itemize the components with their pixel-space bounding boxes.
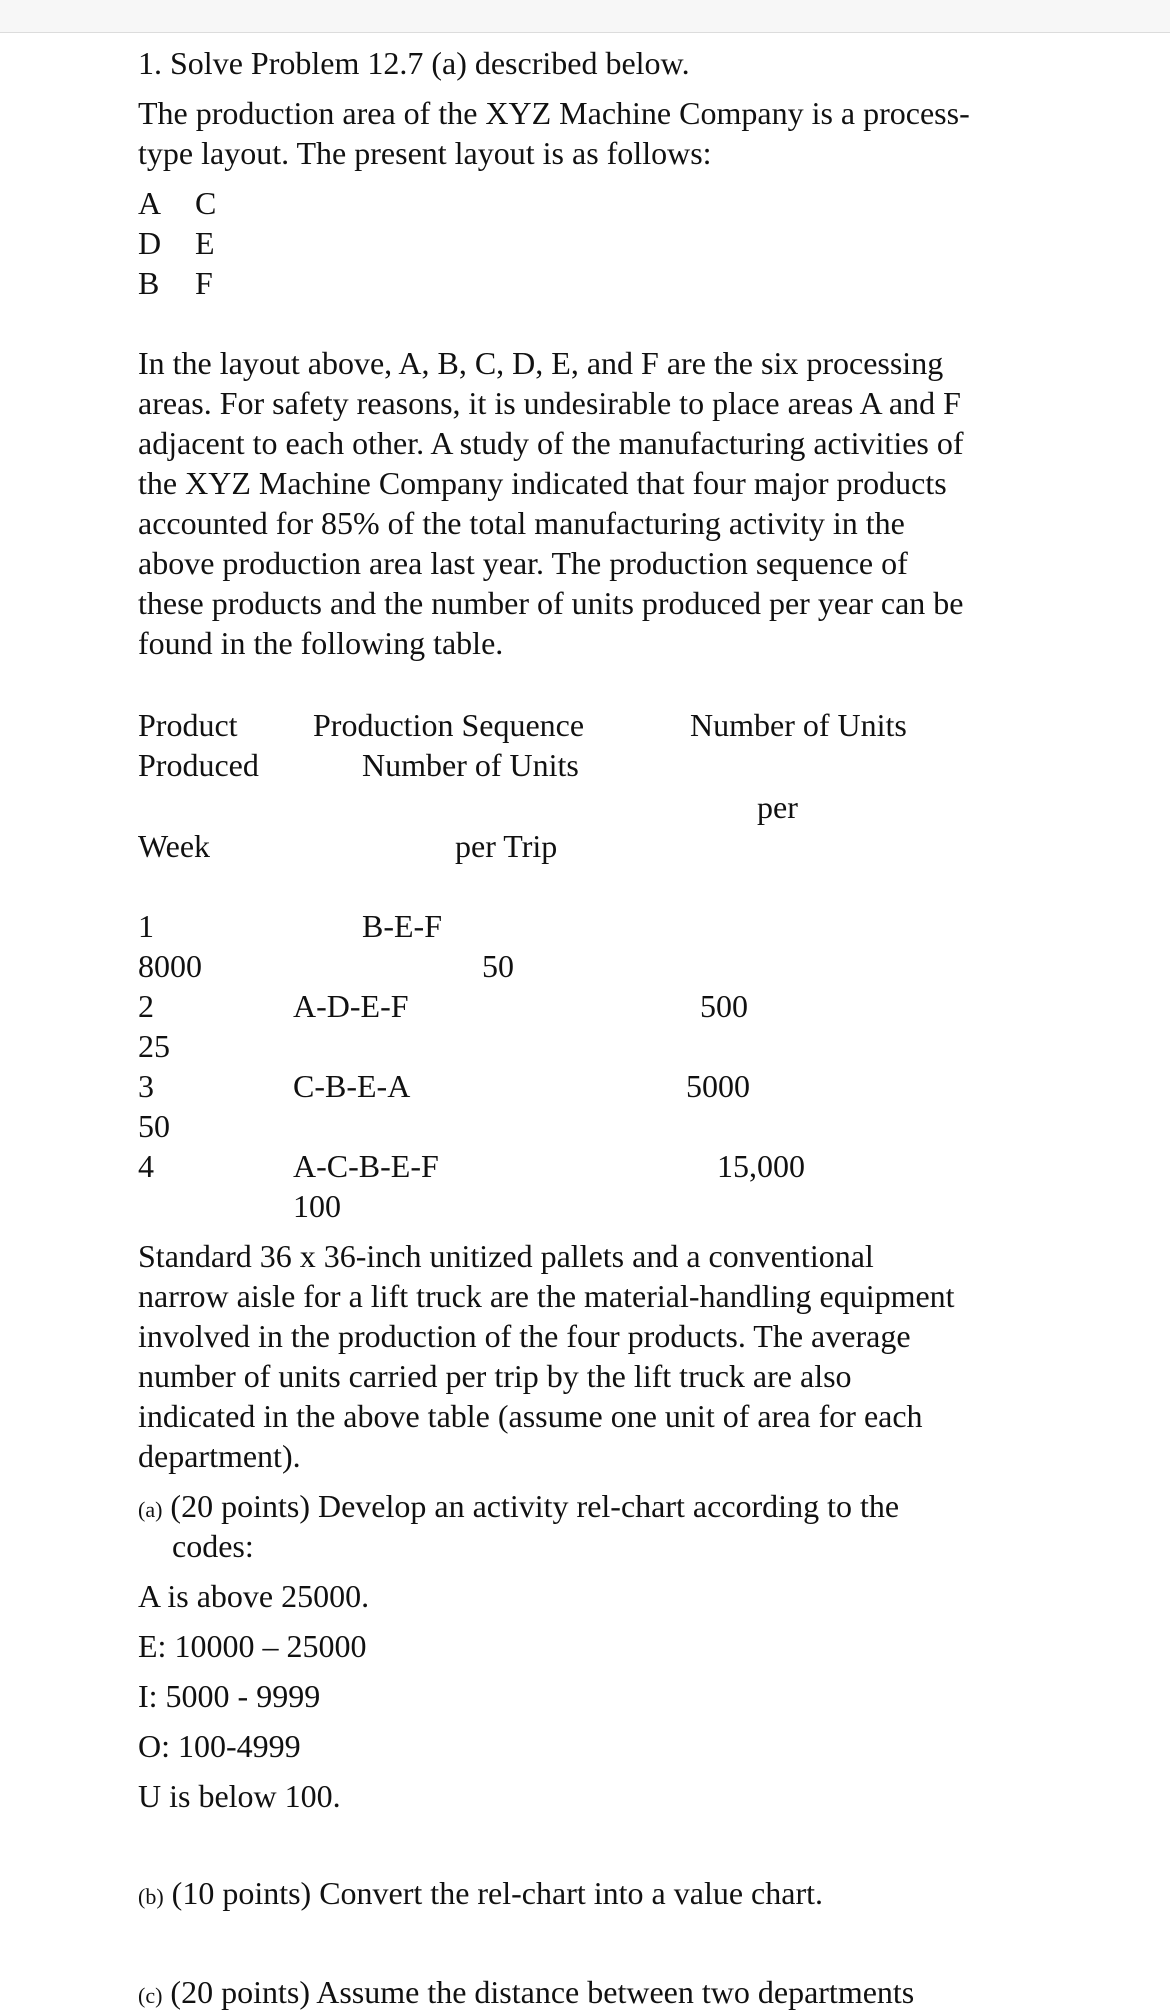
table-cell-product: 2 — [138, 988, 154, 1024]
intro-line: The production area of the XYZ Machine Company is a process- — [138, 95, 970, 131]
table-cell-product: 3 — [138, 1068, 154, 1104]
table-header-number-of-units: Number of Units — [690, 707, 907, 743]
table-cell-units: 8000 — [138, 948, 202, 984]
table-cell-sequence: A-D-E-F — [293, 988, 409, 1024]
paragraph-line: In the layout above, A, B, C, D, E, and F are the six processing — [138, 345, 944, 381]
table-cell-units: 500 — [700, 988, 748, 1024]
paragraph-line: adjacent to each other. A study of the manufacturing activities of — [138, 425, 964, 461]
paragraph-line: Standard 36 x 36-inch unitized pallets and a conventional — [138, 1238, 874, 1274]
paragraph-line: the XYZ Machine Company indicated that four major products — [138, 465, 947, 501]
table-header-per-trip: per Trip — [455, 828, 558, 864]
paragraph-line: accounted for 85% of the total manufacturing activity in the — [138, 505, 905, 541]
top-bar — [0, 0, 1170, 33]
part-c — [138, 1972, 914, 2016]
paragraph-line: indicated in the above table (assume one unit of area for each — [138, 1398, 923, 1434]
code-item: I: 5000 - 9999 — [138, 1678, 321, 1714]
layout-cell: D — [138, 225, 162, 261]
part-a-text: (20 points) Develop an activity rel-chart according to the — [170, 1488, 900, 1524]
part-a-text-continued: codes: — [172, 1528, 254, 1564]
part-b-label: (b) — [138, 1884, 164, 1909]
paragraph-line: number of units carried per trip by the lift truck are also — [138, 1358, 852, 1394]
part-a — [138, 1486, 899, 1530]
paragraph-line: found in the following table. — [138, 625, 504, 661]
table-cell-sequence: B-E-F — [362, 908, 442, 944]
paragraph-line: involved in the production of the four products. The average — [138, 1318, 911, 1354]
layout-cell: C — [195, 185, 217, 221]
code-item: E: 10000 – 25000 — [138, 1628, 367, 1664]
code-item: O: 100-4999 — [138, 1728, 301, 1764]
table-cell-units: 15,000 — [717, 1148, 805, 1184]
part-a-label: (a) — [138, 1497, 163, 1522]
code-item: U is below 100. — [138, 1778, 341, 1814]
paragraph-line: these products and the number of units produced per year can be — [138, 585, 964, 621]
table-header-production-sequence: Production Sequence — [313, 707, 585, 743]
table-cell-sequence: A-C-B-E-F — [293, 1148, 439, 1184]
layout-cell: A — [138, 185, 162, 221]
paragraph-line: narrow aisle for a lift truck are the material-handling equipment — [138, 1278, 955, 1314]
part-c-label: (c) — [138, 1983, 163, 2008]
table-header-product: Product — [138, 707, 238, 743]
part-c-text: (20 points) Assume the distance between two departments — [170, 1974, 915, 2010]
table-cell-per-trip: 50 — [482, 948, 514, 984]
problem-header: 1. Solve Problem 12.7 (a) described below. — [138, 45, 690, 81]
table-cell-per-trip: 50 — [138, 1108, 170, 1144]
paragraph-line: areas. For safety reasons, it is undesirable to place areas A and F — [138, 385, 961, 421]
table-cell-product: 4 — [138, 1148, 154, 1184]
table-header-produced: Produced — [138, 747, 259, 783]
table-cell-units: 5000 — [686, 1068, 750, 1104]
paragraph-line: department). — [138, 1438, 301, 1474]
part-b-text: (10 points) Convert the rel-chart into a value chart. — [171, 1875, 823, 1911]
table-header-week: Week — [138, 828, 211, 864]
part-b — [138, 1873, 823, 1917]
table-cell-per-trip: 25 — [138, 1028, 170, 1064]
layout-cell: E — [195, 225, 215, 261]
code-item: A is above 25000. — [138, 1578, 370, 1614]
table-header-per: per — [757, 789, 798, 825]
table-cell-per-trip: 100 — [293, 1188, 341, 1224]
intro-line: type layout. The present layout is as follows: — [138, 135, 712, 171]
table-cell-product: 1 — [138, 908, 154, 944]
table-header-number-of-units: Number of Units — [362, 747, 579, 783]
layout-cell: B — [138, 265, 160, 301]
layout-cell: F — [195, 265, 213, 301]
table-cell-sequence: C-B-E-A — [293, 1068, 411, 1104]
paragraph-line: above production area last year. The production sequence of — [138, 545, 908, 581]
